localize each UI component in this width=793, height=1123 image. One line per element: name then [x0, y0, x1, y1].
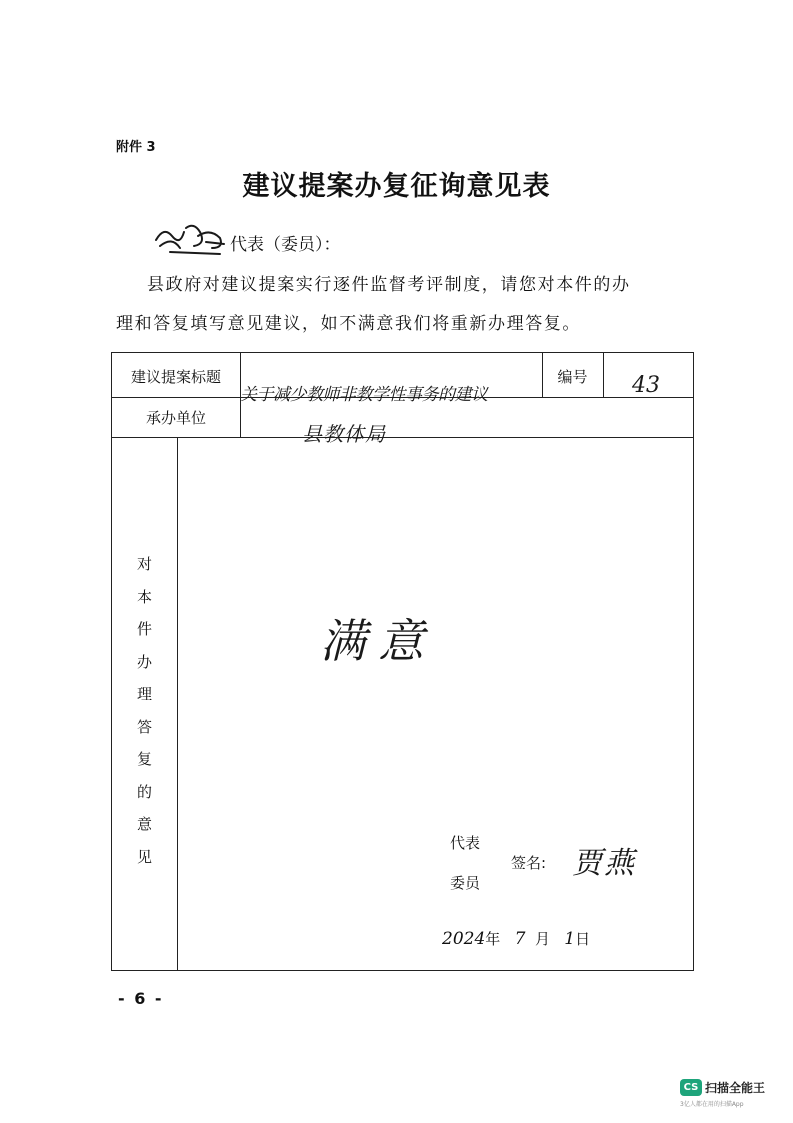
- watermark-app-name: 扫描全能王: [705, 1081, 766, 1095]
- signature-value: 贾燕: [572, 846, 636, 881]
- opinion-label-char: 意: [136, 815, 152, 833]
- representative-label: 代表: [450, 834, 481, 852]
- handwritten-signature-top: [150, 218, 230, 258]
- unit-label: 承办单位: [145, 409, 206, 427]
- title-label: 建议提案标题: [130, 368, 221, 386]
- number-label: 编号: [557, 368, 588, 386]
- date-month-unit: 月: [534, 930, 550, 948]
- opinion-label-char: 理: [136, 685, 152, 703]
- opinion-value: 满意: [320, 614, 436, 668]
- salutation: 代表（委员）：: [230, 235, 341, 255]
- opinion-label-char: 复: [136, 750, 152, 768]
- signature-label: 签名:: [511, 854, 547, 872]
- opinion-label-char: 办: [136, 652, 152, 671]
- opinion-label-char: 件: [136, 620, 152, 638]
- date-year-unit: 年: [485, 930, 501, 948]
- paragraph-line-2: 理和答复填写意见建议，如不满意我们将重新办理答复。: [116, 314, 581, 334]
- opinion-label: [111, 548, 178, 873]
- handling-unit-value: 县教体局: [302, 422, 386, 446]
- col-divider-number-right: [603, 353, 604, 397]
- opinion-label-char: 见: [136, 847, 152, 866]
- proposal-number-value: 43: [632, 373, 660, 398]
- page-title: 建议提案办复征询意见表: [242, 171, 551, 202]
- opinion-label-char: 答: [136, 717, 152, 736]
- opinion-label-char: 本: [136, 587, 152, 606]
- attachment-label: 附件 3: [116, 140, 156, 155]
- date-day-unit: 日: [575, 930, 591, 948]
- date-line: [442, 928, 590, 949]
- opinion-label-char: 对: [136, 555, 152, 573]
- date-year: 2024: [442, 929, 486, 949]
- member-label: 委员: [450, 874, 481, 892]
- paragraph-line-1: 县政府对建议提案实行逐件监督考评制度，请您对本件的办: [147, 275, 631, 295]
- date-day: 1: [564, 929, 576, 949]
- date-month: 7: [514, 929, 526, 949]
- opinion-label-char: 的: [136, 782, 152, 801]
- watermark-logo-icon: CS: [680, 1079, 702, 1096]
- row-divider-2: [112, 437, 693, 438]
- scanner-watermark: [680, 1077, 780, 1108]
- proposal-title-value: 关于减少教师非教学性事务的建议: [240, 385, 488, 405]
- watermark-tagline: 3亿人都在用的扫描App: [680, 1101, 744, 1108]
- page-number: - 6 -: [118, 989, 164, 1008]
